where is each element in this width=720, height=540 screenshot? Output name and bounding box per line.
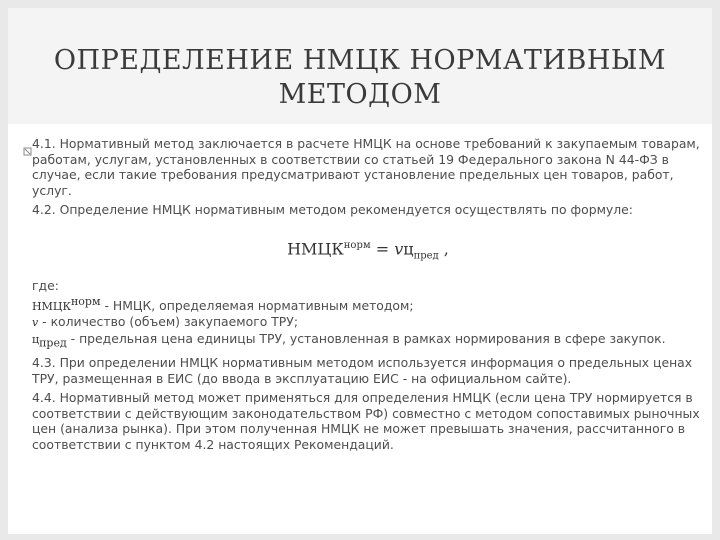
definition-nmck bbox=[32, 294, 704, 315]
paragraph-4-3: 4.3. При определении НМЦК нормативным методом используется информация о предельных ценах ТРУ, размещенная в ЕИС (до ввода в эксплуатацию ЕИС - на официальном сайте). bbox=[32, 355, 693, 386]
definition-c-sub: пред bbox=[39, 336, 67, 350]
paragraph-4-1: 4.1. Нормативный метод заключается в расчете НМЦК на основе требований к закупаемым товарам, работам, услугам, установленных в соответствии со статьей 19 Федерального закона N 44-ФЗ в случае, если такие требования предусматривают установление предельных цен товаров, работ, услуг. bbox=[32, 136, 700, 198]
formula-c: ц bbox=[403, 239, 414, 259]
slide-body bbox=[32, 136, 704, 453]
definition-nmck-text: - НМЦК, определяемая нормативным методом; bbox=[100, 297, 414, 313]
slide-title bbox=[8, 44, 712, 112]
bullet-icon bbox=[23, 147, 32, 156]
formula-c-sub: пред bbox=[413, 250, 439, 262]
definition-c-symbol: ц bbox=[32, 332, 40, 346]
definition-c bbox=[32, 331, 704, 351]
title-line-1: ОПРЕДЕЛЕНИЕ НМЦК НОРМАТИВНЫМ bbox=[53, 45, 667, 76]
paragraph-4-4: 4.4. Нормативный метод может применяться для определения НМЦК (если цена ТРУ нормируется в соответствии с действующим законодательством РФ) совместно с методом сопоставимых рыночных цен (анализа рынка). При этом полученная НМЦК не может превышать значения, рассчитанного в соответствии с пунктом 4.2 настоящих Рекомендаций. bbox=[32, 390, 700, 453]
definition-nmck-sup: норм bbox=[70, 294, 101, 308]
formula-eq: = bbox=[370, 239, 395, 259]
formula-lhs: НМЦК bbox=[287, 239, 344, 259]
formula bbox=[32, 238, 704, 264]
definition-v-text: - количество (объем) закупаемого ТРУ; bbox=[38, 314, 298, 330]
paragraph-4-2: 4.2. Определение НМЦК нормативным методом рекомендуется осуществлять по формуле: bbox=[32, 202, 633, 218]
formula-tail: , bbox=[438, 239, 449, 259]
formula-v: v bbox=[394, 239, 404, 259]
slide bbox=[8, 8, 712, 534]
formula-lhs-sup: норм bbox=[343, 239, 371, 251]
title-line-2: МЕТОДОМ bbox=[278, 79, 442, 110]
where-label: где: bbox=[32, 278, 59, 294]
definition-v bbox=[32, 314, 704, 331]
definition-c-text: - предельная цена единицы ТРУ, установленная в рамках нормирования в сфере закупок. bbox=[66, 330, 666, 346]
definition-v-symbol: v bbox=[32, 316, 39, 330]
definition-nmck-symbol: НМЦК bbox=[32, 299, 71, 313]
